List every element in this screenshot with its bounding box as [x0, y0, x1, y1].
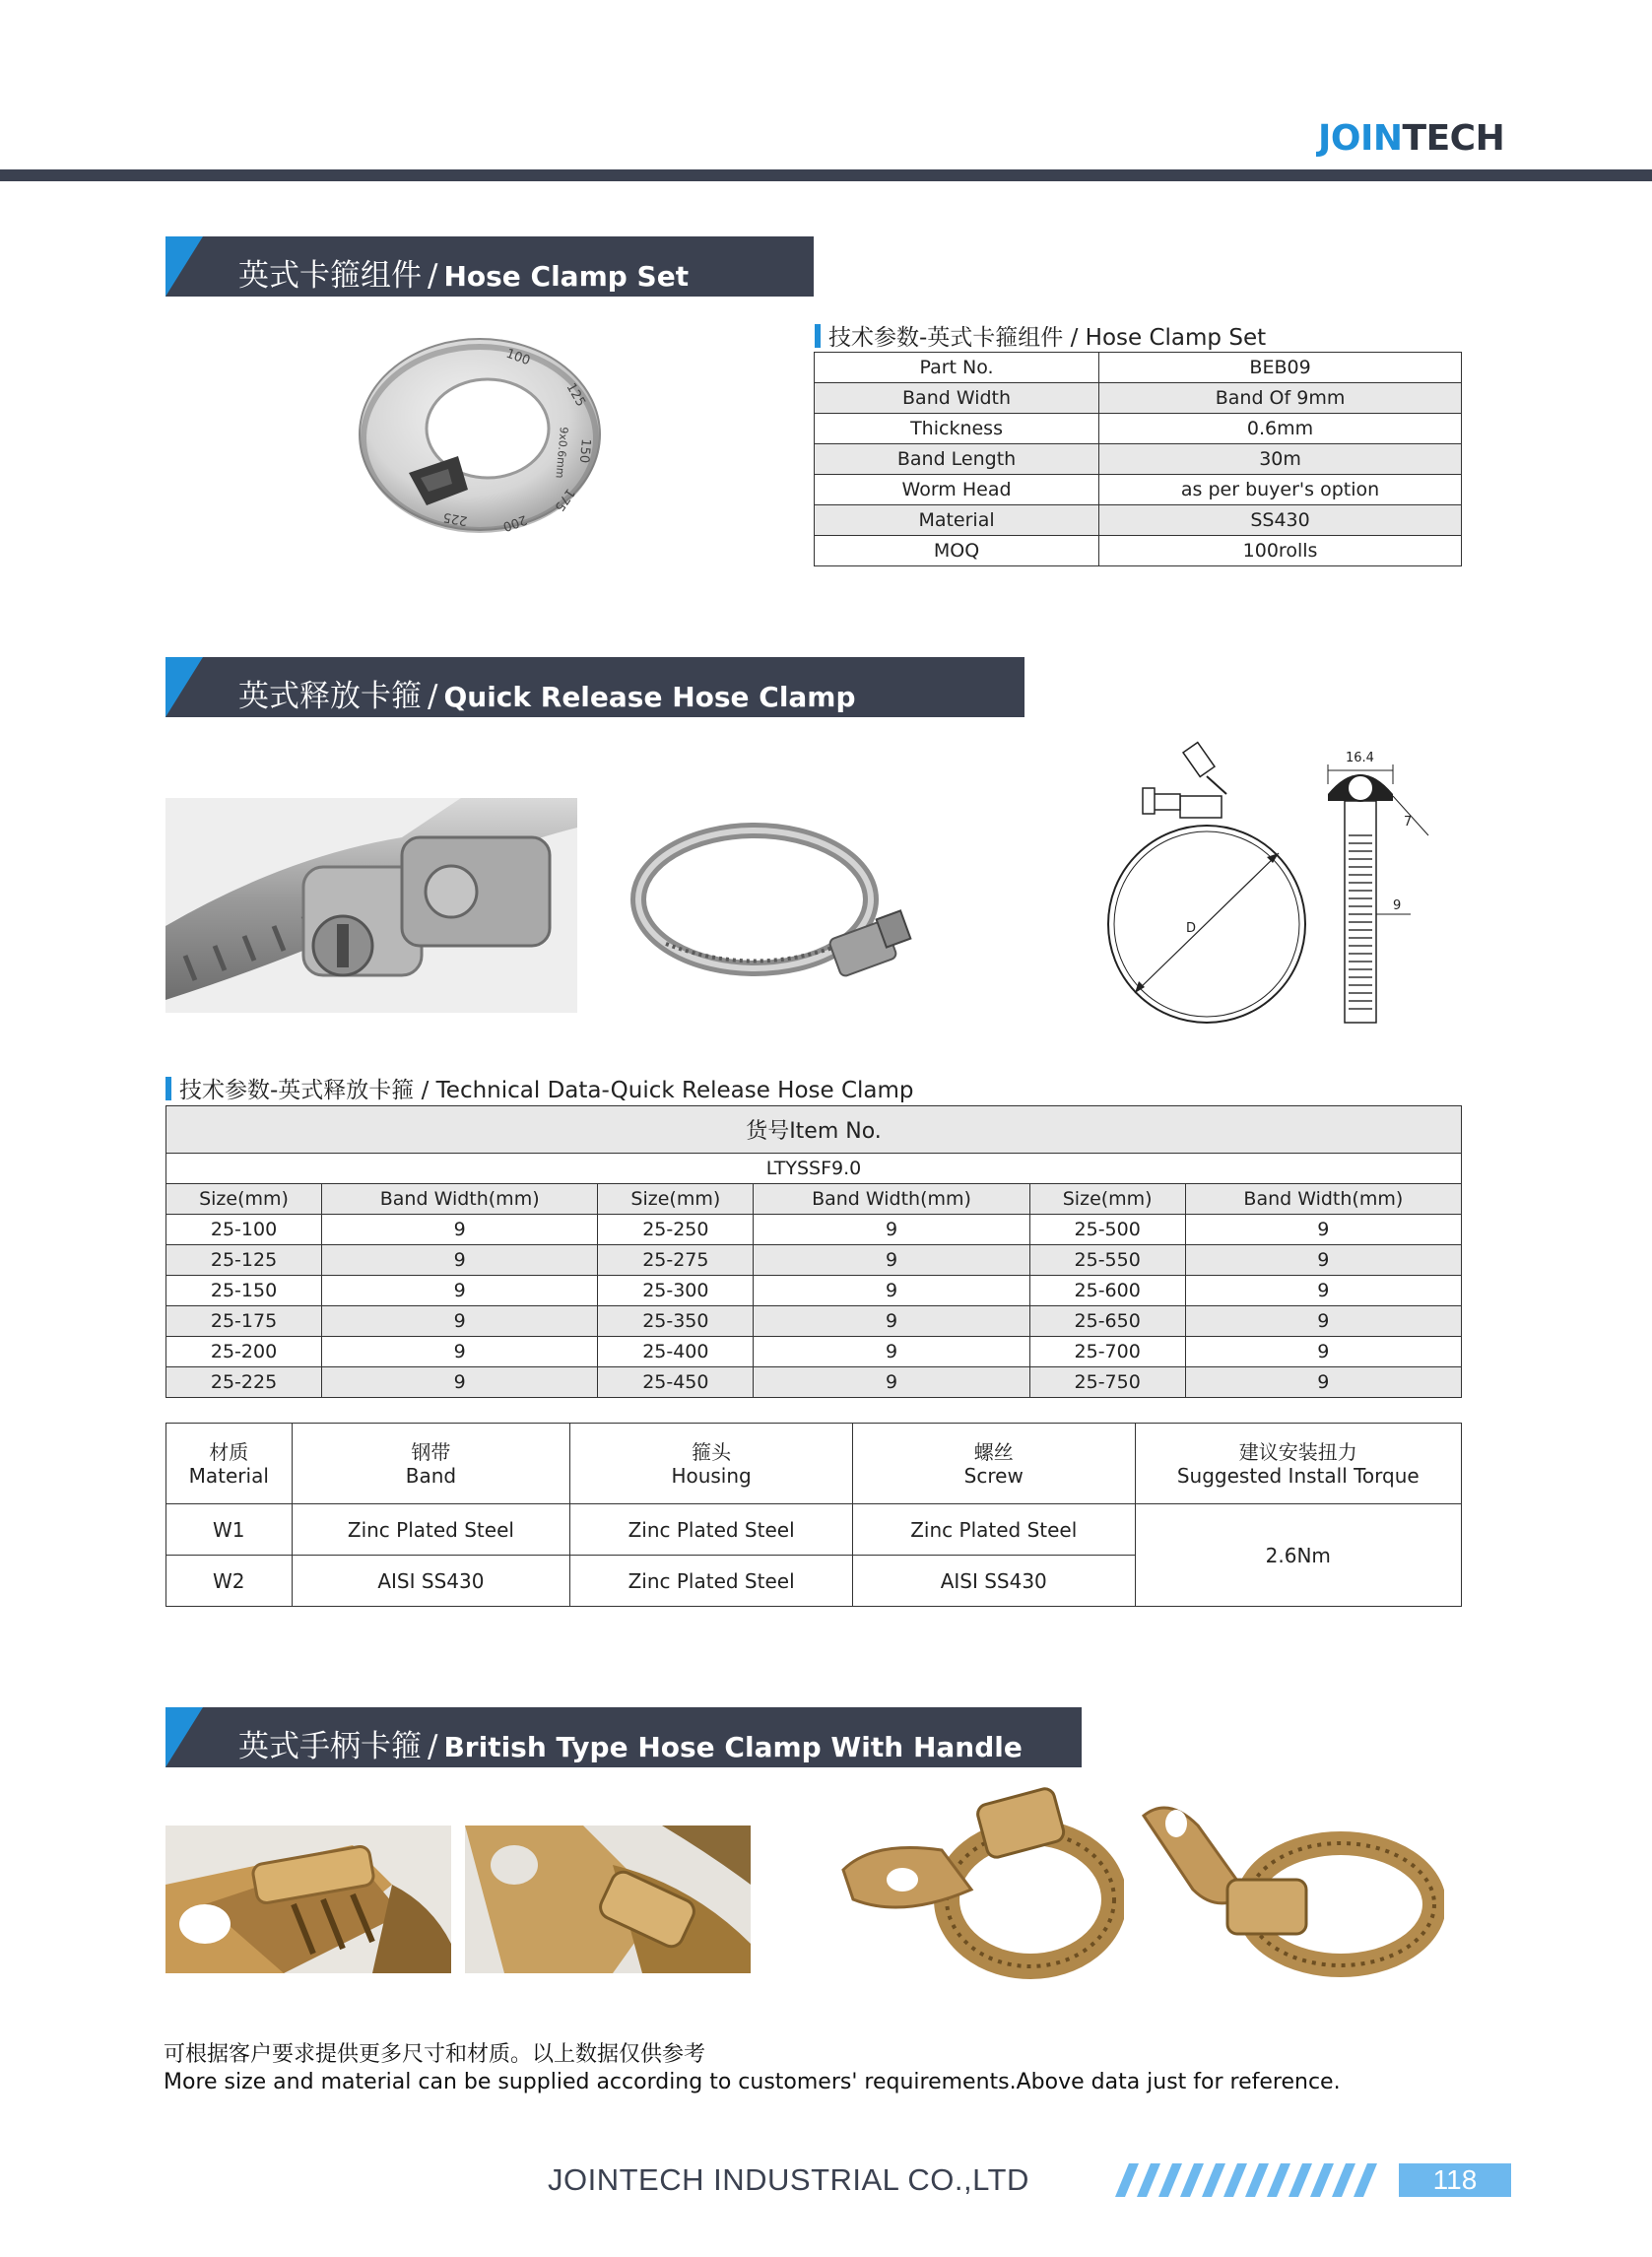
item-no-header: 货号Item No. — [166, 1106, 1462, 1154]
material-cell: Zinc Plated Steel — [292, 1504, 570, 1556]
spec-value: 30m — [1099, 444, 1462, 475]
spec-label: Band Width — [815, 383, 1099, 414]
brand-part2: TECH — [1402, 118, 1505, 159]
material-header-row — [166, 1424, 1462, 1504]
dial-label-size: 9x0.6mm — [553, 426, 570, 480]
section2-banner — [165, 657, 1024, 717]
material-header-zh: 建议安装扭力 — [1238, 1439, 1357, 1464]
column-header: Size(mm) — [1029, 1184, 1185, 1215]
table-cell: 9 — [754, 1215, 1029, 1245]
header-bar — [0, 169, 1652, 181]
spec-row — [815, 414, 1462, 444]
section1-banner — [165, 236, 814, 297]
spec-row — [815, 444, 1462, 475]
table-cell: 25-250 — [598, 1215, 754, 1245]
table-cell: 25-750 — [1029, 1367, 1185, 1398]
table-cell: 9 — [322, 1276, 598, 1306]
footnote-en: More size and material can be supplied according to customers' requirements.Above data just for reference. — [164, 2070, 1341, 2094]
table-row — [166, 1276, 1462, 1306]
material-cell: AISI SS430 — [292, 1556, 570, 1607]
section1-title-zh: 英式卡箍组件 — [238, 258, 422, 294]
spec-value: SS430 — [1099, 505, 1462, 536]
dim-9-label: 9 — [1393, 898, 1402, 913]
spec-label: Part No. — [815, 353, 1099, 383]
footer-company: JOINTECH INDUSTRIAL CO.,LTD — [548, 2162, 1029, 2197]
table-cell: 25-225 — [166, 1367, 322, 1398]
table-cell: 9 — [754, 1306, 1029, 1337]
section3-title-en: British Type Hose Clamp With Handle — [443, 1731, 1023, 1763]
table-cell: 25-650 — [1029, 1306, 1185, 1337]
section3-title-zh: 英式手柄卡箍 — [238, 1729, 422, 1764]
page-number: 118 — [1399, 2163, 1511, 2197]
banner-accent — [165, 1707, 203, 1767]
spec-table — [814, 352, 1462, 566]
tech-caption-text: 技术参数-英式释放卡箍 / Technical Data-Quick Release Hose Clamp — [179, 1078, 914, 1103]
spec-row — [815, 353, 1462, 383]
column-header: Size(mm) — [166, 1184, 322, 1215]
title-separator: / — [428, 258, 438, 294]
handle-clamp-photo-2 — [1139, 1796, 1444, 1988]
table-row — [166, 1245, 1462, 1276]
spec-caption-text: 技术参数-英式卡箍组件 / Hose Clamp Set — [828, 325, 1267, 351]
table-cell: 9 — [1185, 1367, 1461, 1398]
table-cell: 25-275 — [598, 1245, 754, 1276]
table-cell: 9 — [322, 1245, 598, 1276]
spec-row — [815, 536, 1462, 566]
material-header — [852, 1424, 1135, 1504]
table-cell: 9 — [322, 1337, 598, 1367]
material-cell: W1 — [166, 1504, 293, 1556]
table-cell: 25-400 — [598, 1337, 754, 1367]
title-separator: / — [428, 1729, 438, 1764]
banner-accent — [165, 657, 203, 717]
spec-label: Material — [815, 505, 1099, 536]
material-header — [570, 1424, 853, 1504]
title-separator: / — [428, 679, 438, 714]
table-cell: 25-450 — [598, 1367, 754, 1398]
spec-label: Worm Head — [815, 475, 1099, 505]
material-row — [166, 1504, 1462, 1556]
table-cell: 25-700 — [1029, 1337, 1185, 1367]
table-cell: 25-550 — [1029, 1245, 1185, 1276]
quick-release-closeup-photo — [165, 798, 577, 1013]
spec-value: Band Of 9mm — [1099, 383, 1462, 414]
material-header-zh: 箍头 — [692, 1439, 732, 1464]
table-cell: 9 — [1185, 1215, 1461, 1245]
material-header-zh: 钢带 — [411, 1439, 451, 1464]
spec-value: as per buyer's option — [1099, 475, 1462, 505]
material-header-zh: 螺丝 — [973, 1439, 1014, 1464]
tech-caption — [165, 1072, 914, 1104]
technical-data-table — [165, 1105, 1462, 1398]
table-cell: 9 — [1185, 1306, 1461, 1337]
section2-title-zh: 英式释放卡箍 — [238, 679, 422, 714]
table-row — [166, 1215, 1462, 1245]
dim-7-label: 7 — [1404, 815, 1413, 830]
dim-width-label: 16.4 — [1346, 751, 1374, 765]
spec-row — [815, 475, 1462, 505]
spec-value: 100rolls — [1099, 536, 1462, 566]
column-header: Band Width(mm) — [754, 1184, 1029, 1215]
table-row — [166, 1306, 1462, 1337]
footnote-zh: 可根据客户要求提供更多尺寸和材质。以上数据仅供参考 — [164, 2042, 706, 2067]
column-header-row — [166, 1184, 1462, 1215]
material-header — [292, 1424, 570, 1504]
table-cell: 25-100 — [166, 1215, 322, 1245]
spec-label: MOQ — [815, 536, 1099, 566]
material-header-zh: 材质 — [209, 1439, 249, 1464]
table-cell: 9 — [1185, 1276, 1461, 1306]
table-cell: 25-300 — [598, 1276, 754, 1306]
material-header-en: Housing — [671, 1463, 752, 1488]
torque-value: 2.6Nm — [1135, 1504, 1461, 1607]
table-cell: 25-150 — [166, 1276, 322, 1306]
material-header — [1135, 1424, 1461, 1504]
section3-banner — [165, 1707, 1082, 1767]
caption-marker — [165, 1077, 171, 1100]
table-row — [166, 1367, 1462, 1398]
material-cell: AISI SS430 — [852, 1556, 1135, 1607]
section1-title-en: Hose Clamp Set — [443, 260, 690, 293]
technical-drawing — [1074, 737, 1448, 1032]
table-cell: 9 — [754, 1367, 1029, 1398]
spec-value: 0.6mm — [1099, 414, 1462, 444]
material-header — [166, 1424, 293, 1504]
column-header: Band Width(mm) — [322, 1184, 598, 1215]
footnote — [164, 2041, 1341, 2096]
handle-clamp-closeup-2 — [465, 1826, 751, 1973]
table-cell: 9 — [322, 1215, 598, 1245]
footer-stripes — [1105, 2163, 1430, 2197]
section2-title-en: Quick Release Hose Clamp — [443, 681, 856, 713]
handle-clamp-closeup-1 — [165, 1826, 451, 1973]
table-cell: 25-600 — [1029, 1276, 1185, 1306]
quick-release-clamp-photo — [627, 806, 922, 1003]
banner-accent — [165, 236, 203, 297]
handle-clamp-photo-1 — [833, 1781, 1124, 1983]
spec-caption — [815, 319, 1266, 352]
brand-part1: JOIN — [1318, 118, 1403, 159]
table-row — [166, 1337, 1462, 1367]
material-header-en: Band — [405, 1463, 457, 1488]
spec-label: Band Length — [815, 444, 1099, 475]
caption-marker — [815, 324, 821, 348]
table-cell: 25-500 — [1029, 1215, 1185, 1245]
spec-row — [815, 383, 1462, 414]
hose-clamp-set-photo — [350, 330, 606, 537]
table-cell: 9 — [754, 1245, 1029, 1276]
table-cell: 9 — [322, 1367, 598, 1398]
table-cell: 9 — [1185, 1245, 1461, 1276]
material-cell: Zinc Plated Steel — [570, 1556, 853, 1607]
material-table — [165, 1423, 1462, 1607]
material-cell: Zinc Plated Steel — [570, 1504, 853, 1556]
table-cell: 9 — [754, 1276, 1029, 1306]
table-cell: 25-200 — [166, 1337, 322, 1367]
dial-label-150: 150 — [575, 437, 593, 464]
material-header-en: Screw — [963, 1463, 1024, 1488]
dial-label-175: 175 — [551, 485, 578, 514]
spec-value: BEB09 — [1099, 353, 1462, 383]
dial-label-100: 100 — [503, 346, 533, 369]
table-cell: 25-175 — [166, 1306, 322, 1337]
brand-logo — [1318, 118, 1504, 159]
material-header-en: Suggested Install Torque — [1176, 1463, 1420, 1488]
material-cell: Zinc Plated Steel — [852, 1504, 1135, 1556]
item-no-value: LTYSSF9.0 — [166, 1154, 1462, 1184]
column-header: Size(mm) — [598, 1184, 754, 1215]
material-header-en: Material — [188, 1463, 269, 1488]
table-cell: 25-125 — [166, 1245, 322, 1276]
spec-row — [815, 505, 1462, 536]
table-cell: 9 — [322, 1306, 598, 1337]
dial-label-225: 225 — [441, 508, 469, 528]
spec-label: Thickness — [815, 414, 1099, 444]
dial-label-200: 200 — [500, 511, 529, 534]
dim-d-label: D — [1186, 921, 1197, 936]
dial-label-125: 125 — [562, 380, 588, 410]
material-cell: W2 — [166, 1556, 293, 1607]
table-cell: 9 — [754, 1337, 1029, 1367]
table-cell: 9 — [1185, 1337, 1461, 1367]
column-header: Band Width(mm) — [1185, 1184, 1461, 1215]
table-cell: 25-350 — [598, 1306, 754, 1337]
